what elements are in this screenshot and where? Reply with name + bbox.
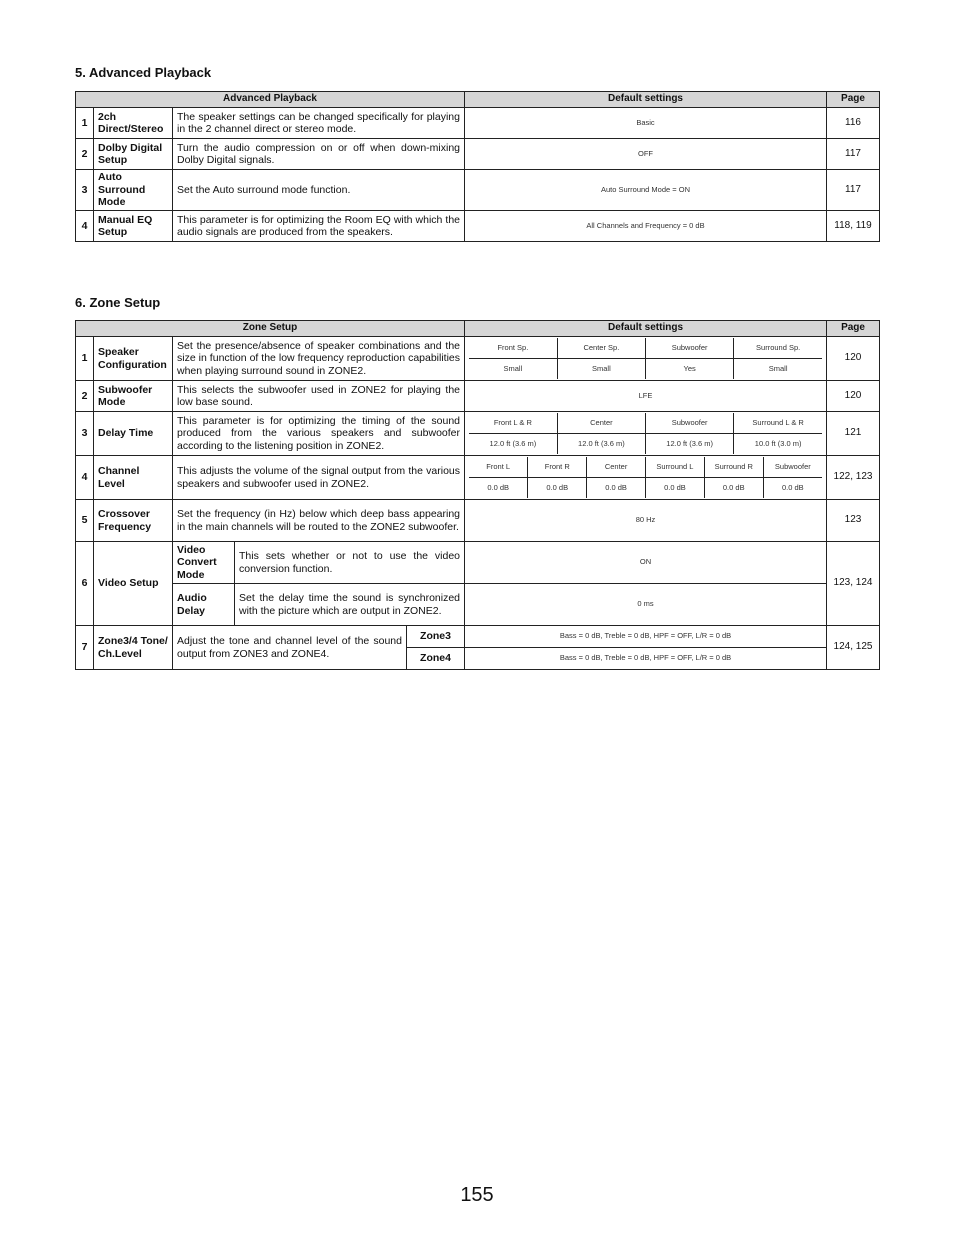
grid-label: Front L & R: [469, 413, 557, 434]
row-name: Speaker Configuration: [94, 337, 173, 381]
table-header-row: [76, 92, 880, 108]
grid-value: 0.0 dB: [763, 478, 822, 499]
grid-value: Yes: [646, 359, 734, 380]
speaker-config-grid: [469, 338, 822, 379]
row-name: Auto Surround Mode: [94, 170, 173, 211]
section-5-title: 5. Advanced Playback: [75, 65, 212, 80]
header-page: Page: [827, 321, 880, 337]
row-page: 118, 119: [827, 211, 880, 242]
row-default-grid: [465, 456, 827, 500]
row-default-grid: [465, 412, 827, 456]
section-6-title: 6. Zone Setup: [75, 295, 161, 310]
header-page: Page: [827, 92, 880, 108]
row-description: Adjust the tone and channel level of the sound output from ZONE3 and ZONE4.: [173, 626, 407, 670]
header-default: Default settings: [465, 321, 827, 337]
header-item: Zone Setup: [76, 321, 465, 337]
row-name: Subwoofer Mode: [94, 381, 173, 412]
grid-value: 12.0 ft (3.6 m): [557, 434, 645, 455]
table-row: [76, 500, 880, 542]
grid-label: Surround Sp.: [734, 338, 822, 359]
row-description: This selects the subwoofer used in ZONE2 for playing the low base sound.: [173, 381, 465, 412]
grid-label: Front Sp.: [469, 338, 557, 359]
table-row: [76, 456, 880, 500]
table-row: [76, 412, 880, 456]
grid-value: Small: [734, 359, 822, 380]
row-default: 80 Hz: [465, 500, 827, 542]
zone3-label: Zone3: [407, 626, 465, 648]
zone-setup-table: [75, 320, 880, 670]
table-row: [76, 381, 880, 412]
grid-label: Surround R: [704, 457, 763, 478]
grid-value: Small: [469, 359, 557, 380]
row-number: 4: [76, 456, 94, 500]
grid-label: Subwoofer: [763, 457, 822, 478]
grid-label: Center Sp.: [557, 338, 645, 359]
grid-value: 0.0 dB: [469, 478, 528, 499]
row-description: Set the Auto surround mode function.: [173, 170, 465, 211]
row-default-grid: [465, 337, 827, 381]
grid-label: Center: [557, 413, 645, 434]
table-row: [76, 108, 880, 139]
grid-label: Front L: [469, 457, 528, 478]
row-name: 2ch Direct/Stereo: [94, 108, 173, 139]
row-name: Dolby Digital Setup: [94, 139, 173, 170]
row-number: 3: [76, 170, 94, 211]
advanced-playback-table: [75, 91, 880, 242]
header-item: Advanced Playback: [76, 92, 465, 108]
zone4-default: Bass = 0 dB, Treble = 0 dB, HPF = OFF, L/R = 0 dB: [465, 648, 827, 670]
grid-label: Subwoofer: [646, 338, 734, 359]
table-row: [76, 170, 880, 211]
grid-label: Center: [587, 457, 646, 478]
grid-value: 0.0 dB: [587, 478, 646, 499]
row-page: 122, 123: [827, 456, 880, 500]
row-number: 1: [76, 108, 94, 139]
table-row: [76, 337, 880, 381]
page-number: 155: [460, 1184, 494, 1206]
zone3-default: Bass = 0 dB, Treble = 0 dB, HPF = OFF, L/R = 0 dB: [465, 626, 827, 648]
delay-time-grid: [469, 413, 822, 454]
row-description: This adjusts the volume of the signal output from the various speakers and subwoofer used in ZONE2.: [173, 456, 465, 500]
sub-item-default: ON: [465, 542, 827, 584]
row-name: Video Setup: [94, 542, 173, 626]
row-name: Delay Time: [94, 412, 173, 456]
row-name: Channel Level: [94, 456, 173, 500]
row-page: 120: [827, 381, 880, 412]
table-row: [76, 139, 880, 170]
grid-value: 0.0 dB: [646, 478, 705, 499]
header-default: Default settings: [465, 92, 827, 108]
row-number: 7: [76, 626, 94, 670]
row-name: Crossover Frequency: [94, 500, 173, 542]
row-page: 117: [827, 139, 880, 170]
row-number: 2: [76, 139, 94, 170]
row-number: 6: [76, 542, 94, 626]
row-page: 123: [827, 500, 880, 542]
row-description: Set the frequency (in Hz) below which deep bass appearing in the main channels will be routed to the ZONE2 subwoofer.: [173, 500, 465, 542]
row-page: 121: [827, 412, 880, 456]
grid-value: 12.0 ft (3.6 m): [646, 434, 734, 455]
table-row: [76, 584, 880, 626]
row-name: Manual EQ Setup: [94, 211, 173, 242]
row-page: 117: [827, 170, 880, 211]
row-default: All Channels and Frequency = 0 dB: [465, 211, 827, 242]
row-number: 3: [76, 412, 94, 456]
row-page: 116: [827, 108, 880, 139]
row-description: Set the presence/absence of speaker combinations and the size in function of the low frequency reproduction capabilities when playing surround sound in ZONE2.: [173, 337, 465, 381]
grid-value: 12.0 ft (3.6 m): [469, 434, 557, 455]
row-number: 5: [76, 500, 94, 542]
row-description: Turn the audio compression on or off when down-mixing Dolby Digital signals.: [173, 139, 465, 170]
row-default: Auto Surround Mode = ON: [465, 170, 827, 211]
sub-item-description: This sets whether or not to use the video conversion function.: [235, 542, 465, 584]
sub-item-name: Video Convert Mode: [173, 542, 235, 584]
table-row: [76, 211, 880, 242]
grid-label: Front R: [528, 457, 587, 478]
row-description: This parameter is for optimizing the timing of the sound produced from the various speakers and subwoofer according to the listening position in ZONE2.: [173, 412, 465, 456]
grid-label: Surround L & R: [734, 413, 822, 434]
row-page: 124, 125: [827, 626, 880, 670]
sub-item-name: Audio Delay: [173, 584, 235, 626]
row-default: Basic: [465, 108, 827, 139]
grid-value: Small: [557, 359, 645, 380]
row-page: 123, 124: [827, 542, 880, 626]
table-header-row: [76, 321, 880, 337]
row-default: OFF: [465, 139, 827, 170]
grid-value: 10.0 ft (3.0 m): [734, 434, 822, 455]
grid-value: 0.0 dB: [528, 478, 587, 499]
grid-label: Subwoofer: [646, 413, 734, 434]
zone4-label: Zone4: [407, 648, 465, 670]
row-number: 4: [76, 211, 94, 242]
row-number: 2: [76, 381, 94, 412]
row-page: 120: [827, 337, 880, 381]
row-description: The speaker settings can be changed specifically for playing in the 2 channel direct or stereo mode.: [173, 108, 465, 139]
row-name: Zone3/4 Tone/ Ch.Level: [94, 626, 173, 670]
row-description: This parameter is for optimizing the Room EQ with which the audio signals are produced from the speakers.: [173, 211, 465, 242]
grid-value: 0.0 dB: [704, 478, 763, 499]
sub-item-description: Set the delay time the sound is synchronized with the picture which are output in ZONE2.: [235, 584, 465, 626]
channel-level-grid: [469, 457, 822, 498]
grid-label: Surround L: [646, 457, 705, 478]
table-row: [76, 542, 880, 584]
row-default: LFE: [465, 381, 827, 412]
row-number: 1: [76, 337, 94, 381]
table-row: [76, 626, 880, 648]
sub-item-default: 0 ms: [465, 584, 827, 626]
